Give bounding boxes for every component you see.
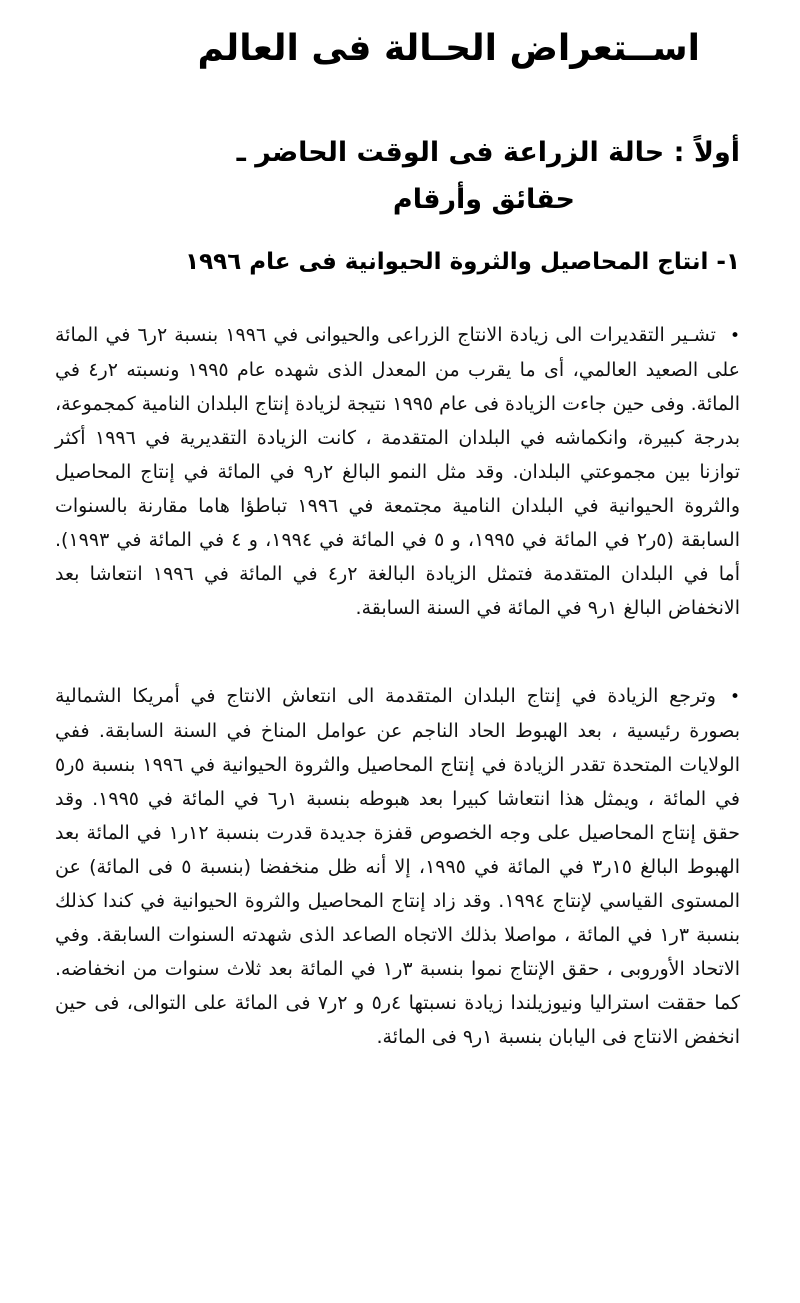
paragraph-2-text: وترجع الزيادة في إنتاج البلدان المتقدمة الى انتعاش الانتاج في أمريكا الشمالية بصورة رئيسية ، بعد الهبوط الحاد الناجم عن عوامل المناخ في السنة السابقة. ففي الولايات المتحدة تقدر الزيادة في إنتاج المحاصيل والثروة الحيوانية في ١٩٩٦ بنسبة ٥ر٥ في المائة ، ويمثل هذا انتعاشا كبيرا بعد هبوطه بنسبة ١ر٦ في المائة في ١٩٩٥. وقد حقق إنتاج المحاصيل على وجه الخصوص قفزة جديدة قدرت بنسبة ١٢ر١ في المائة بعد الهبوط البالغ ١٥ر٣ في المائة في ١٩٩٥، إلا أنه ظل منخفضا (بنسبة ٥ فى المائة) عن المستوى القياسي لإنتاج ١٩٩٤. وقد زاد إنتاج المحاصيل والثروة الحيوانية في كندا كذلك بنسبة ٣ر١ في المائة ، مواصلا بذلك الاتجاه الصاعد الذى شهدته السنوات السابقة. وفي الاتحاد الأوروبى ، حقق الإنتاج نموا بنسبة ٣ر١ في المائة بعد ثلاث سنوات من انخفاضه. كما حققت استراليا ونيوزيلندا زيادة نسبتها ٤ر٥ و ٢ر٧ فى المائة على التوالى، فى حين انخفض الانتاج فى اليابان بنسبة ١ر٩ فى المائة. (55, 685, 741, 1049)
subtitle-line-1: أولاً : حالة الزراعة فى الوقت الحاضر ـ (236, 136, 740, 168)
bullet-marker: • (729, 326, 740, 347)
paragraph-2 (55, 679, 740, 1054)
paragraph-1-text: تشـير التقديرات الى زيادة الانتاج الزراعى والحيوانى في ١٩٩٦ بنسبة ٢ر٦ في المائة على الصعيد العالمي، أى ما يقرب من المعدل الذى شهده عام ١٩٩٥ ونسبته ٢ر٤ في المائة. وفى حين جاءت الزيادة فى عام ١٩٩٥ نتيجة لزيادة إنتاج البلدان النامية كمجموعة، بدرجة كبيرة، وانكماشه في البلدان المتقدمة ، كانت الزيادة التقديرية في ١٩٩٦ أكثر توازنا بين مجموعتي البلدان. وقد مثل النمو البالغ ٢ر٩ في المائة في إنتاج المحاصيل والثروة الحيوانية في البلدان النامية مجتمعة في ١٩٩٦ تباطؤا هاما مقارنة بالسنوات السابقة (٥ر٢ في المائة في ١٩٩٥، و ٥ في المائة في ١٩٩٤، و ٤ في المائة في ١٩٩٣). أما في البلدان المتقدمة فتمثل الزيادة البالغة ٢ر٤ في المائة في ١٩٩٦ انتعاشا بعد الانخفاض البالغ ١ر٩ في المائة في السنة السابقة. (54, 324, 740, 620)
bullet-marker: • (729, 687, 740, 708)
page-title: اســتعراض الحـالة فى العالم (197, 28, 700, 69)
section-heading: ١- انتاج المحاصيل والثروة الحيوانية فى عام ١٩٩٦ (185, 248, 740, 275)
subtitle-line-2: حقائق وأرقام (392, 183, 575, 215)
subtitle-block (55, 135, 740, 217)
paragraph-1 (55, 318, 740, 625)
